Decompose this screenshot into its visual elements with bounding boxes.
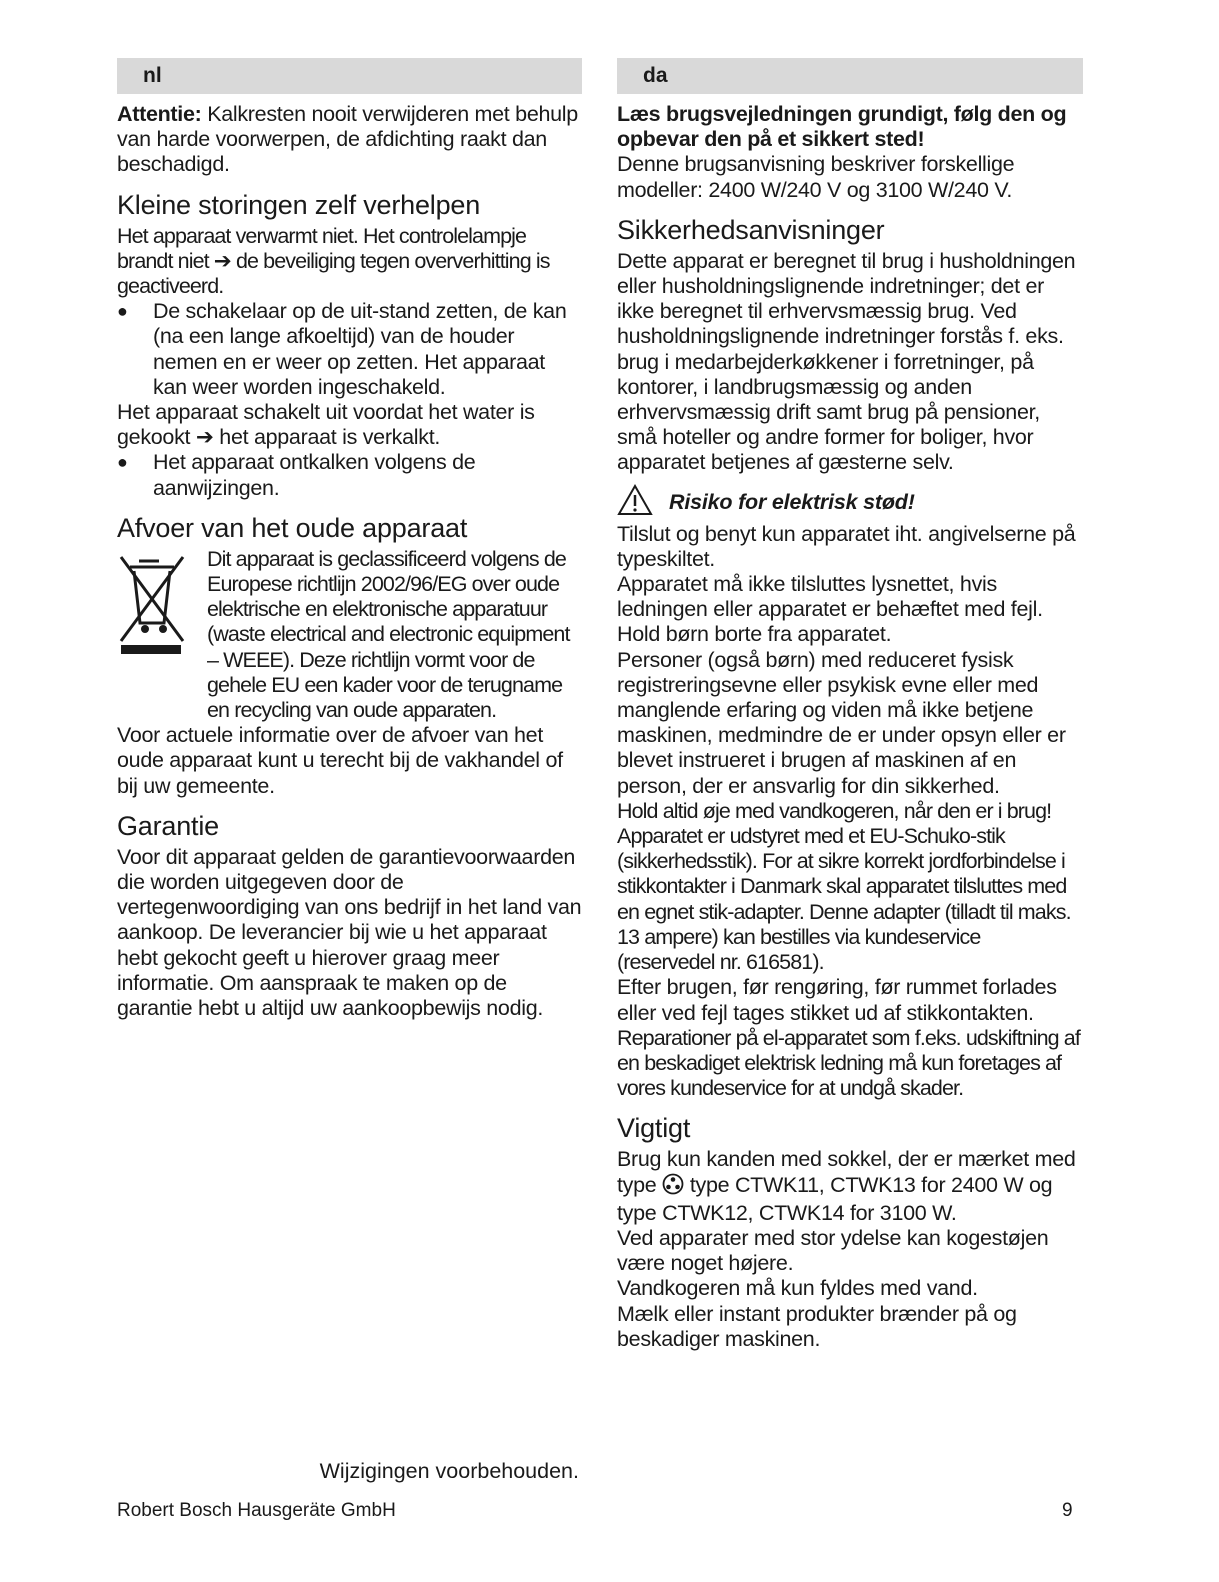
warning-item-7: Efter brugen, før rengøring, før rummet forlades eller ved fejl tages stikket ud af stikkontakten. (617, 975, 1057, 1025)
arrow-icon: ➔ (195, 425, 214, 450)
heading-garantie: Garantie (117, 810, 219, 841)
warning-item-5: Hold altid øje med vandkogeren, når den er i brug! (617, 798, 1052, 823)
vigtigt-item-4: Mælk eller instant produkter brænder på og beskadiger maskinen. (617, 1301, 1017, 1351)
storing-paragraph-1 (117, 224, 582, 300)
vigtigt-text-1a: Brug kun kanden med sokkel, der er mærket med type (617, 1147, 1076, 1197)
vigtigt-item-1 (617, 1147, 1083, 1226)
column-da (617, 58, 1083, 1352)
language-header-da: da (617, 58, 1083, 94)
heading-sikkerhed: Sikkerhedsanvisninger (617, 214, 885, 245)
warning-item-1: Tilslut og benyt kun apparatet iht. angivelserne på typeskiltet. (617, 521, 1076, 571)
warning-item-3: Hold børn borte fra apparatet. (617, 622, 892, 647)
page-number: 9 (1062, 1500, 1073, 1521)
intro-bold-text: Læs brugsvejledningen grundigt, følg den og opbevar den på et sikkert sted! (617, 102, 1067, 152)
warning-text: Risiko for elektrisk stød! (669, 489, 915, 514)
crossed-bin-icon (117, 547, 207, 723)
vigtigt-text-1b: type CTWK11, CTWK13 for 2400 W og type CTWK12, CTWK14 for 3100 W. (617, 1172, 1053, 1225)
sikkerhed-text: Dette apparat er beregnet til brug i husholdningen eller husholdningslignende indretninger; det er ikke beregnet til erhvervsmæssig brug. Ved husholdningslignende indretninger forstås f. eks. brug i medarbejderkøkkener i forretninger, på kontorer, i landbrugsmæssig og anden erhvervsmæssig drift samt brug på pensioner, små hoteller og andre former for boliger, hvor apparatet betjenes af gæsterne selv. (617, 248, 1076, 475)
weee-text: Dit apparaat is geclassificeerd volgens de Europese richtlijn 2002/96/EG over oude elektrische en elektronische apparatuur (waste electrical and electronic equipment – WEEE). Deze richtlijn vormt voor de gehele EU een kader voor de terugname en recycling van oude apparaten. (207, 546, 570, 723)
attention-text: Kalkresten nooit verwijderen met behulp van harde voorwerpen, de afdichting raakt dan beschadigd. (117, 102, 578, 177)
bullet-icon: ● (117, 452, 128, 473)
storing-text-2a: Het apparaat schakelt uit voordat het water is gekookt (117, 400, 535, 450)
warning-item-4: Personer (også børn) med reduceret fysisk registreringsevne eller psykisk evne eller med manglende erfaring og viden må ikke betjene maskinen, medmindre de er under opsyn eller er blevet instrueret i brugen af maskinen af en person, der er ansvarlig for din sikkerhed. (617, 647, 1066, 798)
list-item (117, 299, 582, 400)
vigtigt-item-3: Vandkogeren må kun fyldes med vand. (617, 1276, 978, 1301)
heading-afvoer: Afvoer van het oude apparaat (117, 512, 468, 543)
warning-triangle-icon (617, 484, 669, 521)
list-item (117, 450, 582, 500)
weee-block (117, 547, 582, 723)
warning-line (617, 484, 1083, 521)
attention-label: Attentie: (117, 102, 202, 126)
column-nl (117, 58, 582, 1021)
attention-paragraph (117, 102, 582, 178)
language-header-nl: nl (117, 58, 582, 94)
bullet-text: Het apparaat ontkalken volgens de aanwijzingen. (153, 450, 476, 500)
vigtigt-item-2: Ved apparater med stor ydelse kan kogestøjen være noget højere. (617, 1225, 1049, 1276)
warning-item-8: Reparationer på el-apparatet som f.eks. udskiftning af en beskadiget elektrisk ledning må kun foretages af vores kundeservice for at undgå skader. (617, 1025, 1080, 1101)
changes-reserved-note: Wijzigingen voorbehouden. (319, 1459, 579, 1483)
storing-text-1b: de beveiliging tegen oververhitting is geactiveerd. (117, 248, 550, 299)
storing-paragraph-2 (117, 400, 582, 450)
base-symbol-icon (662, 1173, 684, 1201)
intro-text: Denne brugsanvisning beskriver forskellige modeller: 2400 W/240 V og 3100 W/240 V. (617, 152, 1015, 202)
company-name: Robert Bosch Hausgeräte GmbH (117, 1500, 396, 1521)
garantie-text: Voor dit apparaat gelden de garantievoorwaarden die worden uitgegeven door de vertegenwoordiging van ons bedrijf in het land van aankoop. De leverancier bij wie u het apparaat hebt gekocht geeft u hierover graag meer informatie. Om aanspraak te maken op de garantie hebt u altijd uw aankoopbewijs nodig. (117, 844, 582, 1021)
heading-vigtigt: Vigtigt (617, 1113, 691, 1144)
storing-text-1a: Het apparaat verwarmt niet. Het controlelampje brandt niet (117, 223, 527, 273)
storing-text-2b: het apparaat is verkalkt. (219, 425, 441, 450)
bullet-text: De schakelaar op de uit-stand zetten, de kan (na een lange afkoeltijd) van de houder nemen en er weer op zetten. Het apparaat kan weer worden ingeschakeld. (153, 299, 567, 399)
arrow-icon: ➔ (213, 248, 231, 273)
intro-bold (617, 102, 1083, 152)
bullet-icon: ● (117, 301, 128, 322)
warning-item-2: Apparatet må ikke tilsluttes lysnettet, hvis ledningen eller apparatet er behæftet med fejl. (617, 572, 1043, 622)
heading-storingen: Kleine storingen zelf verhelpen (117, 189, 481, 220)
afvoer-text: Voor actuele informatie over de afvoer van het oude apparaat kunt u terecht bij de vakhandel of bij uw gemeente. (117, 723, 563, 798)
warning-item-6: Apparatet er udstyret med et EU-Schuko-stik (sikkerhedsstik). For at sikre korrekt jordforbindelse i stikkontakter i Danmark skal apparatet tilsluttes med en egnet stik-adapter. Denne adapter (tilladt til maks. 13 ampere) kan bestilles via kundeservice (reservedel nr. 616581). (617, 824, 1071, 975)
